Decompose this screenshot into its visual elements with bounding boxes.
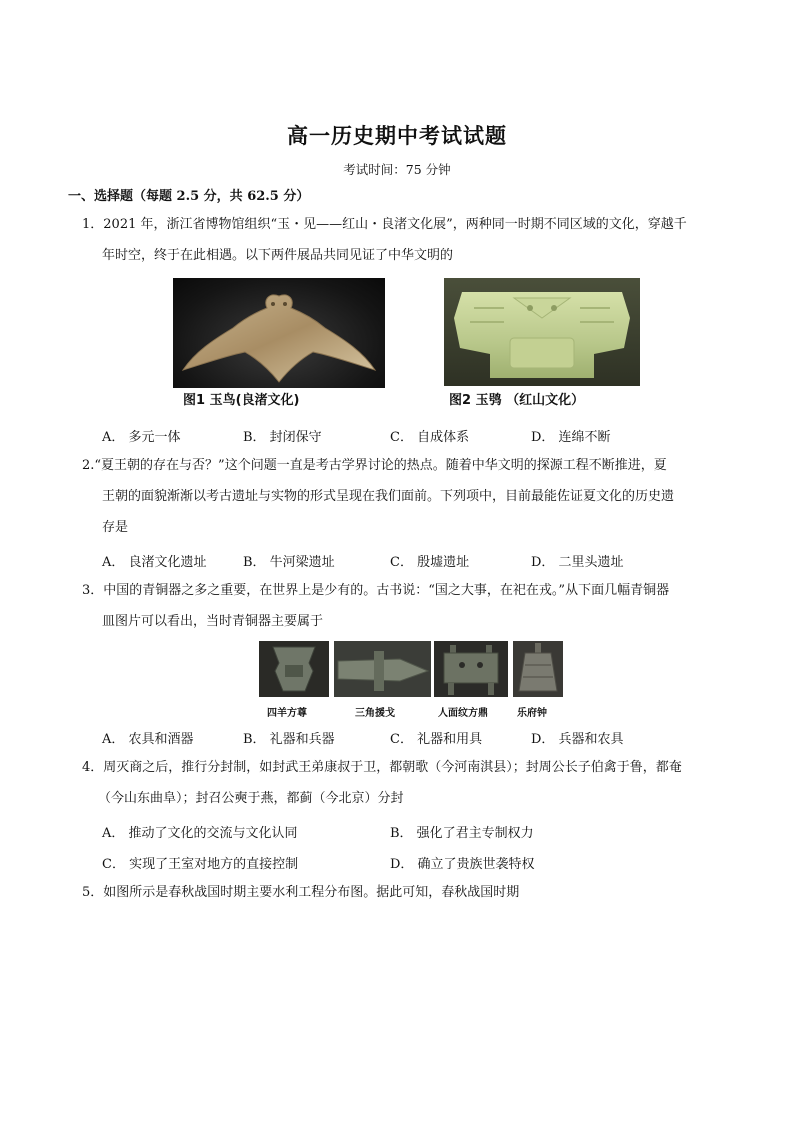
question-2-option-c: C． 殷墟遗址: [390, 555, 470, 570]
bronze-ding-image: [434, 641, 508, 697]
question-3-option-a: A． 农具和酒器: [102, 732, 194, 747]
question-1-option-d: D． 连绵不断: [531, 430, 611, 445]
question-2-line-2: 王朝的面貌渐渐以考古遗址与实物的形式呈现在我们面前。下列项中，目前最能佐证夏文化的历史遗: [102, 489, 675, 504]
question-4-option-c: C． 实现了王室对地方的直接控制: [102, 857, 299, 872]
question-2-option-b: B． 牛河梁遗址: [243, 555, 335, 570]
question-3-option-d: D． 兵器和农具: [531, 732, 624, 747]
question-4-option-a: A． 推动了文化的交流与文化认同: [102, 826, 298, 841]
question-3-line-2: 皿图片可以看出，当时青铜器主要属于: [102, 614, 324, 629]
question-3-option-b: B． 礼器和兵器: [243, 732, 335, 747]
bronze-bell-image: [513, 641, 563, 697]
bronze-ge-image: [334, 641, 431, 697]
question-1-line-2: 年时空，终于在此相遇。以下两件展品共同见证了中华文明的: [102, 248, 454, 263]
question-1-option-b: B． 封闭保守: [243, 430, 322, 445]
question-2-option-d: D． 二里头遗址: [531, 555, 624, 570]
question-2-option-a: A． 良渚文化遗址: [102, 555, 207, 570]
bronze-caption-3: 人面纹方鼎: [438, 708, 488, 719]
jade-owl-image: [444, 278, 640, 386]
bronze-zun-image: [259, 641, 329, 697]
bronze-caption-1: 四羊方尊: [267, 708, 307, 719]
jade-bird-image: [173, 278, 385, 388]
question-1-option-c: C． 自成体系: [390, 430, 470, 445]
question-4-option-d: D． 确立了贵族世袭特权: [390, 857, 535, 872]
question-1-line-1: 1．2021 年，浙江省博物馆组织“玉・见——红山・良渚文化展”，两种同一时期不同区域的文化，穿越千: [82, 217, 687, 232]
question-3-line-1: 3．中国的青铜器之多之重要，在世界上是少有的。古书说：“国之大事，在祀在戎。”从下面几幅青铜器: [82, 583, 670, 598]
question-3-option-c: C． 礼器和用具: [390, 732, 483, 747]
question-2-line-3: 存是: [102, 520, 129, 535]
question-4-line-2: （今山东曲阜）；封召公奭于燕，都蓟（今北京）分封: [98, 791, 404, 806]
figure-2-caption: 图2 玉鸮 （红山文化）: [449, 393, 585, 408]
question-4-option-b: B． 强化了君主专制权力: [390, 826, 534, 841]
question-4-line-1: 4．周灭商之后，推行分封制，如封武王弟康叔于卫，都朝歌（今河南淇县）；封周公长子伯禽于鲁，都奄: [82, 760, 682, 775]
bronze-caption-4: 乐府钟: [517, 708, 547, 719]
page-title: 高一历史期中考试试题: [287, 124, 507, 148]
figure-1-caption: 图1 玉鸟(良渚文化): [183, 393, 300, 408]
exam-time: 考试时间：75 分钟: [343, 162, 451, 177]
question-1-option-a: A． 多元一体: [102, 430, 181, 445]
bronze-caption-2: 三角援戈: [355, 708, 395, 719]
question-2-line-1: 2.“夏王朝的存在与否？”这个问题一直是考古学界讨论的热点。随着中华文明的探源工程不断推进，夏: [82, 458, 667, 473]
question-5-line-1: 5．如图所示是春秋战国时期主要水利工程分布图。据此可知，春秋战国时期: [82, 885, 520, 900]
section-heading: 一、选择题（每题 2.5 分，共 62.5 分）: [68, 189, 310, 204]
